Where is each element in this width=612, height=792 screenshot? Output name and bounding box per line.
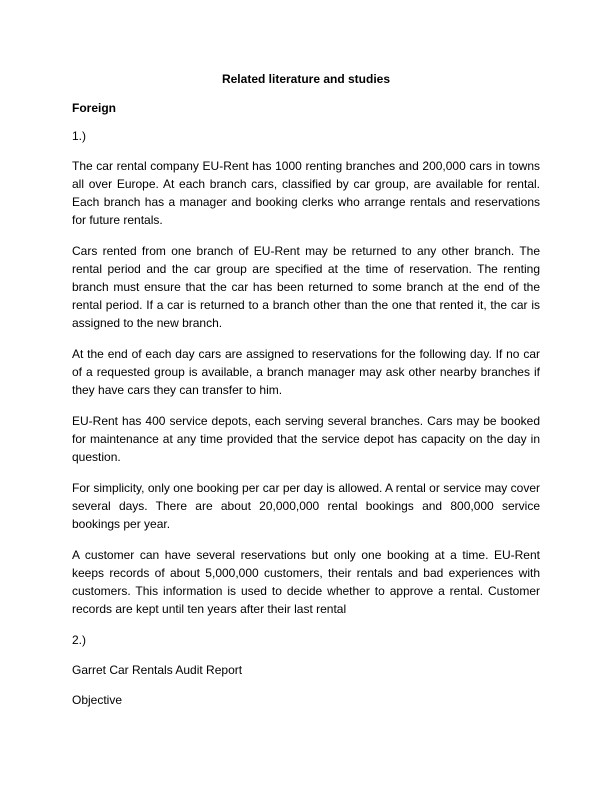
item-1-label: 1.) bbox=[72, 129, 87, 143]
section-heading-foreign: Foreign bbox=[72, 101, 116, 115]
paragraph-eu-rent-overview: The car rental company EU-Rent has 1000 renting branches and 200,000 cars in towns all over Europe. At each branch cars, classified by car group, are available for rental. Each branch has a manager and booking clerks who arrange rentals and reservations for future rentals. bbox=[72, 159, 540, 227]
paragraph-bookings: For simplicity, only one booking per car per day is allowed. A rental or service may cover several days. There are about 20,000,000 rental bookings and 800,000 service bookings per year. bbox=[72, 481, 540, 531]
item-2-label: 2.) bbox=[72, 633, 87, 647]
objective-label: Objective bbox=[72, 693, 123, 707]
paragraph-daily-assignment: At the end of each day cars are assigned to reservations for the following day. If no car of a requested group is available, a branch manager may ask other nearby branches if they have cars they can transfer to him. bbox=[72, 347, 540, 397]
document-title: Related literature and studies bbox=[221, 72, 391, 86]
paragraph-car-returns: Cars rented from one branch of EU-Rent may be returned to any other branch. The rental period and the car group are specified at the time of reservation. The renting branch must ensure that the car has been returned to some branch at the end of the rental period. If a car is returned to a branch other than the one that rented it, the car is assigned to the new branch. bbox=[72, 244, 540, 330]
document-body bbox=[72, 70, 540, 721]
item-2-title: Garret Car Rentals Audit Report bbox=[72, 663, 243, 677]
paragraph-customers: A customer can have several reservations but only one booking at a time. EU-Rent keeps records of about 5,000,000 customers, their rentals and bad experiences with customers. This information is used to decide whether to approve a rental. Customer records are kept until ten years after their last rental bbox=[72, 548, 540, 616]
paragraph-service-depots: EU-Rent has 400 service depots, each serving several branches. Cars may be booked for maintenance at any time provided that the service depot has capacity on the day in question. bbox=[72, 414, 540, 464]
